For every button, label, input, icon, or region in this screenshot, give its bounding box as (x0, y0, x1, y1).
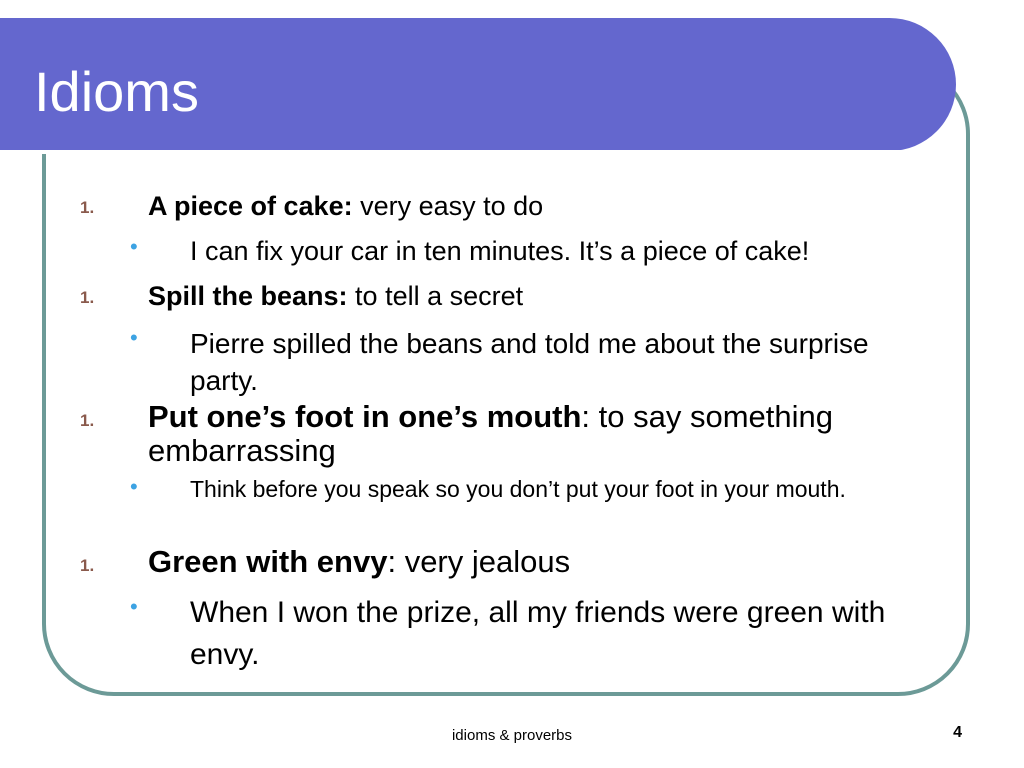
slide-footer: idioms & proverbs (451, 727, 573, 744)
idiom-term: Spill the beans: (148, 281, 348, 311)
item-number: 1. (80, 556, 95, 575)
idiom-example: Think before you speak so you don’t put your foot in your mouth. (190, 476, 846, 502)
bullet-icon: • (130, 234, 138, 259)
title-underline-rule (0, 150, 904, 154)
idiom-definition: very easy to do (352, 191, 544, 221)
idiom-definition: : very jealous (387, 544, 571, 579)
bullet-icon: • (130, 474, 138, 499)
idiom-example: I can fix your car in ten minutes. It’s a piece of cake! (190, 236, 810, 266)
idiom-term-line (148, 544, 928, 580)
item-number: 1. (80, 411, 95, 430)
idiom-term: Put one’s foot in one’s mouth (148, 399, 582, 434)
page-number: 4 (953, 724, 962, 741)
bullet-icon: • (130, 325, 138, 350)
idiom-term-line (148, 280, 928, 312)
idiom-definition: to tell a secret (347, 281, 524, 311)
idiom-term-line (148, 400, 938, 468)
idiom-term: A piece of cake: (148, 191, 353, 221)
idiom-definition: : to say something embarrassing (148, 399, 833, 468)
title-band (0, 18, 956, 151)
item-number: 1. (80, 198, 95, 217)
idiom-example: Pierre spilled the beans and told me about the surprise party. (190, 328, 869, 396)
idiom-example: When I won the prize, all my friends were green with envy. (190, 596, 886, 671)
item-number: 1. (80, 288, 95, 307)
idiom-term: Green with envy (148, 544, 388, 579)
idiom-term-line (148, 190, 928, 222)
slide-title: Idioms (34, 60, 199, 123)
bullet-icon: • (130, 594, 138, 619)
